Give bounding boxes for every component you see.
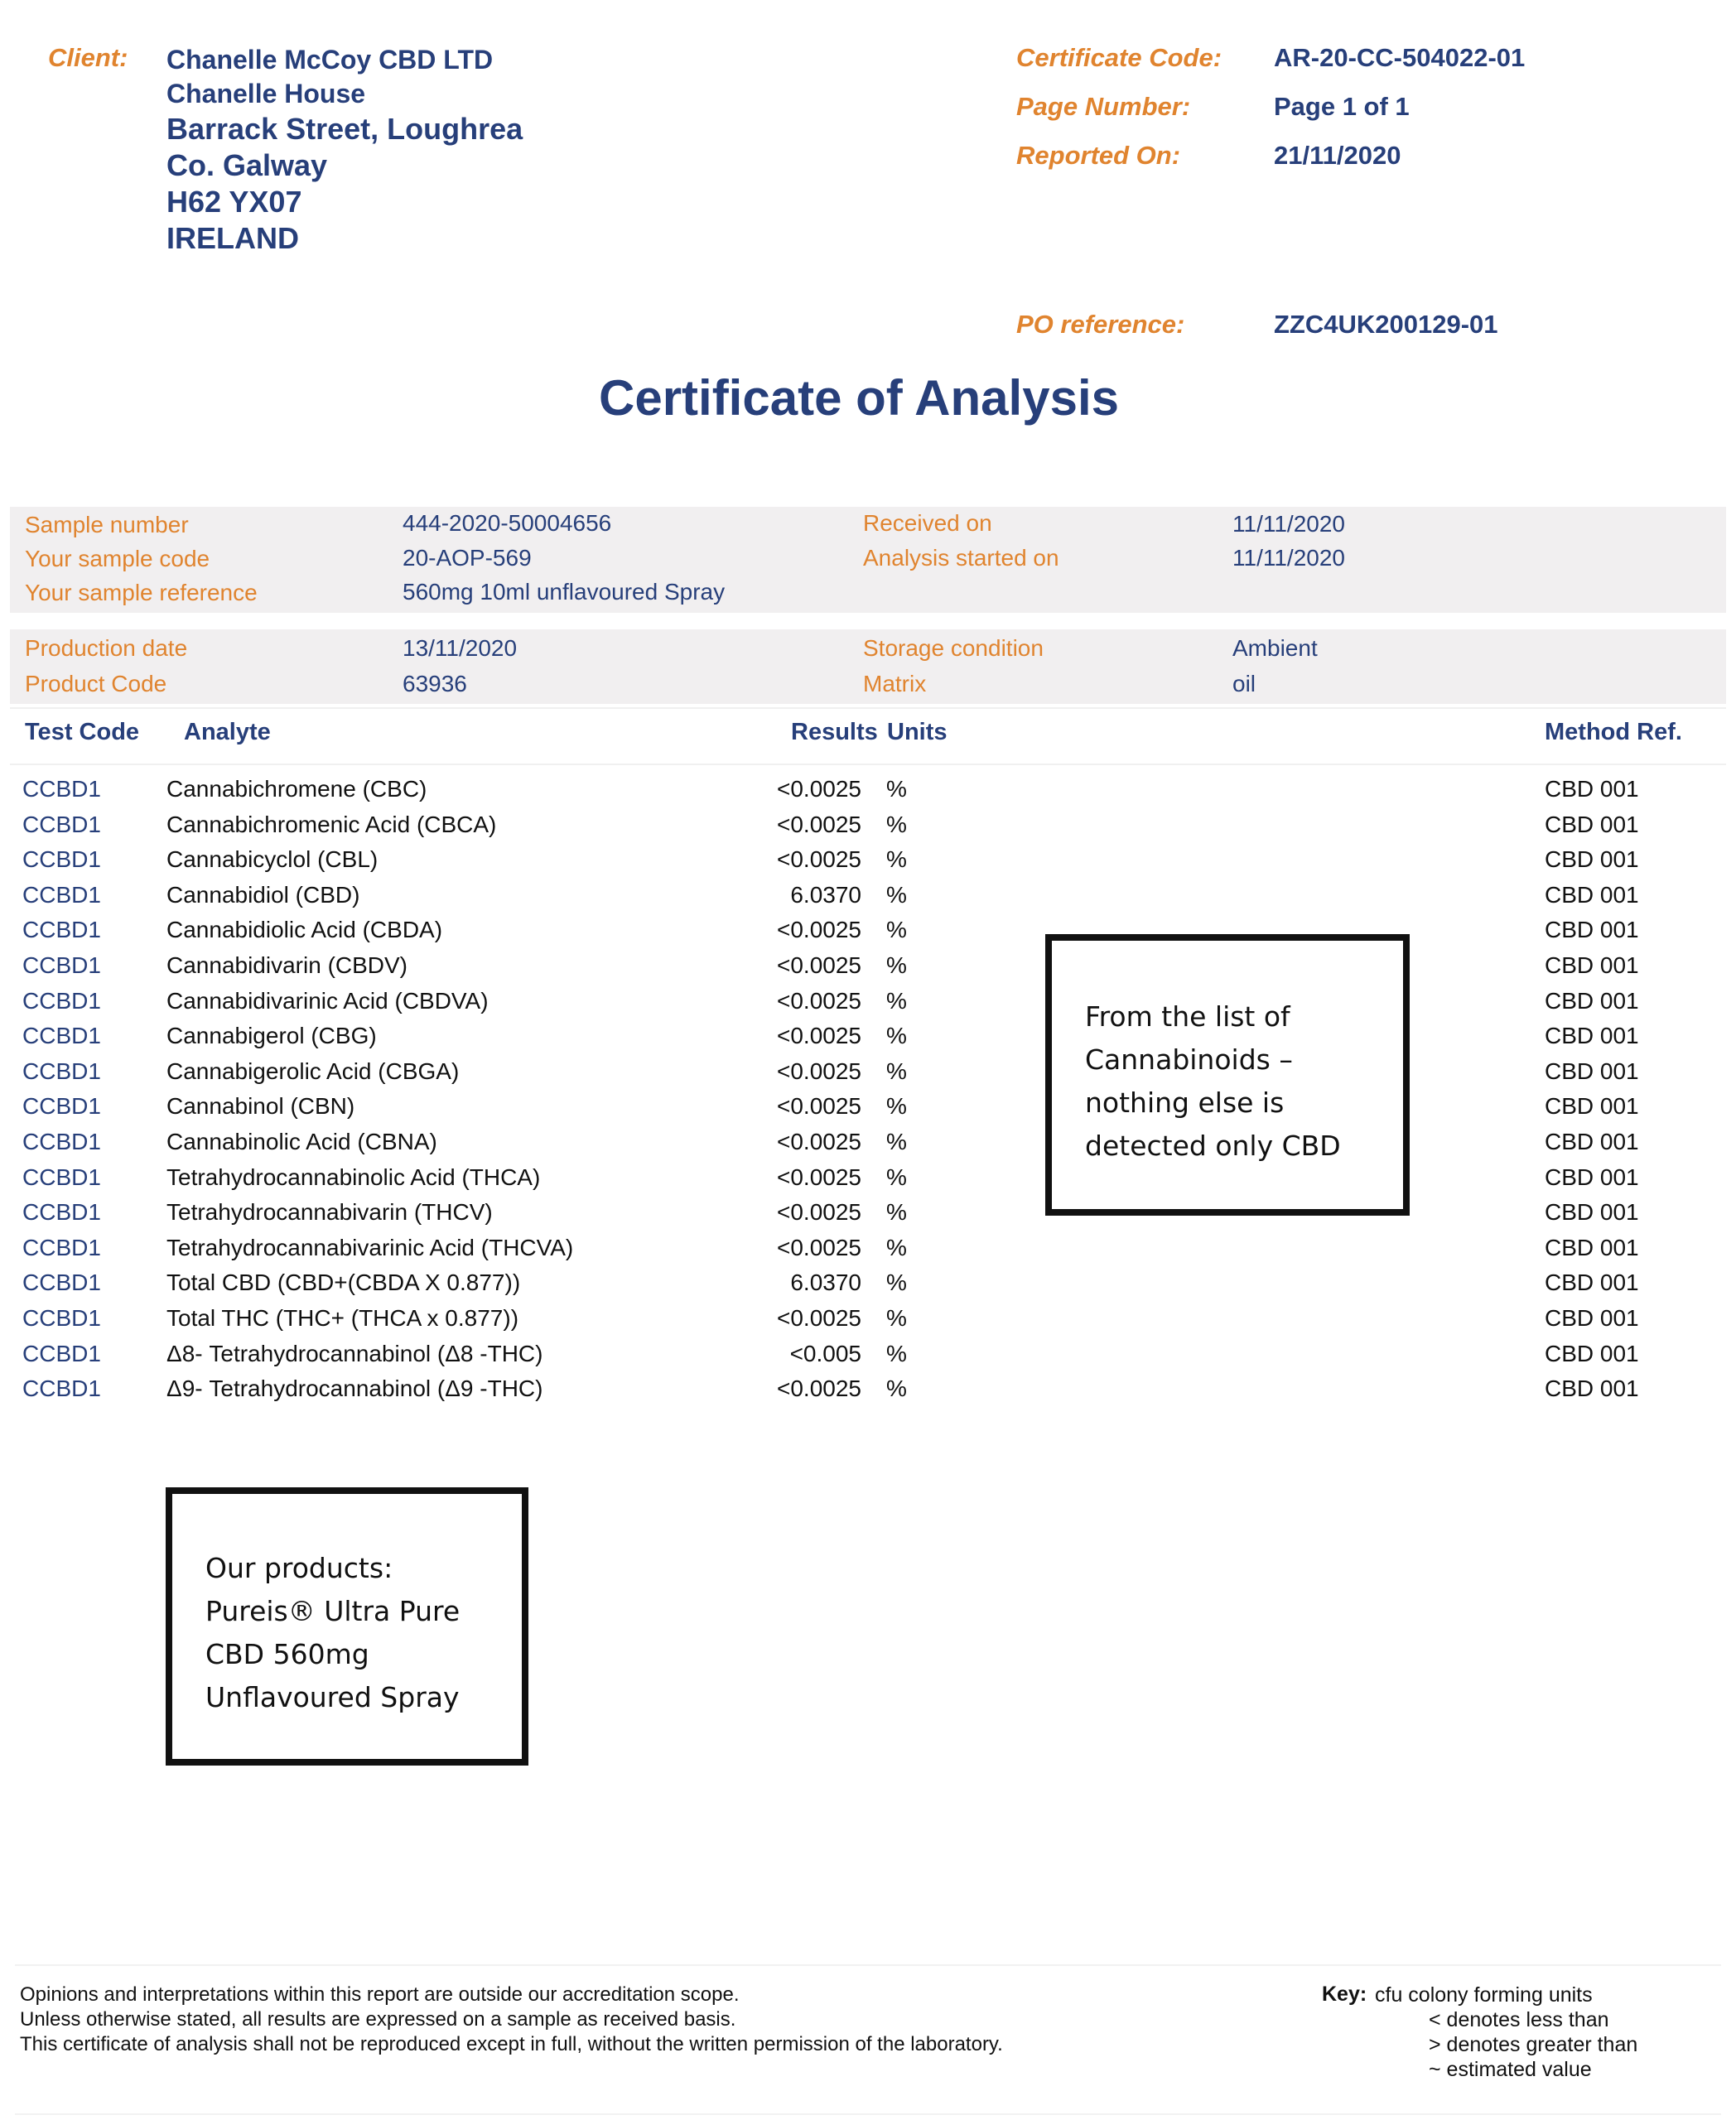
- method-ref: CBD 001: [1545, 1164, 1639, 1190]
- unit: %: [886, 1129, 907, 1154]
- table-row: [0, 1023, 1736, 1058]
- page-number-label: Page Number:: [1016, 92, 1191, 121]
- result: <0.0025: [777, 1058, 861, 1084]
- analyte: Cannabicyclol (CBL): [166, 846, 379, 873]
- received-on-label: Received on: [863, 510, 992, 536]
- disclaimer-line: Unless otherwise stated, all results are expressed on a sample as received basis.: [20, 2008, 736, 2031]
- unit: %: [886, 776, 907, 802]
- client-address-line: Chanelle House: [166, 79, 366, 108]
- note-line: CBD 560mg: [205, 1638, 369, 1670]
- result: <0.0025: [777, 1093, 861, 1120]
- matrix-label: Matrix: [863, 671, 927, 696]
- table-row: [0, 988, 1736, 1023]
- disclaimer-line: This certificate of analysis shall not be reproduced except in full, without the written permission of the laboratory.: [20, 2033, 1003, 2055]
- test-code: CCBD1: [22, 1199, 101, 1226]
- received-on: 11/11/2020: [1232, 511, 1345, 537]
- products-note: [205, 1547, 460, 1719]
- cannabinoids-note-box: [1045, 934, 1410, 1216]
- sample-reference-label: Your sample reference: [25, 580, 258, 605]
- analyte: Cannabichromene (CBC): [166, 776, 427, 802]
- table-row: [0, 1235, 1736, 1270]
- method-ref: CBD 001: [1545, 1023, 1639, 1049]
- analyte: Cannabigerol (CBG): [166, 1023, 377, 1049]
- method-ref: CBD 001: [1545, 846, 1639, 873]
- test-code: CCBD1: [22, 1234, 101, 1260]
- note-line: Cannabinoids –: [1085, 1043, 1293, 1076]
- unit: %: [886, 917, 907, 943]
- test-code: CCBD1: [22, 881, 101, 908]
- sample-number-label: Sample number: [25, 512, 189, 537]
- unit: %: [886, 1023, 907, 1049]
- unit: %: [886, 811, 907, 837]
- analyte: Cannabidiol (CBD): [166, 881, 360, 908]
- client-name: Chanelle McCoy CBD LTD: [166, 45, 494, 75]
- key-item: < denotes less than: [1429, 2008, 1609, 2031]
- method-ref: CBD 001: [1545, 881, 1639, 908]
- po-reference: ZZC4UK200129-01: [1274, 310, 1498, 339]
- client-address-line: H62 YX07: [166, 185, 302, 219]
- unit: %: [886, 987, 907, 1014]
- table-row: [0, 846, 1736, 881]
- method-ref: CBD 001: [1545, 1058, 1639, 1084]
- analyte: Cannabichromenic Acid (CBCA): [166, 811, 497, 837]
- table-row: [0, 917, 1736, 952]
- table-row: [0, 1305, 1736, 1340]
- unit: %: [886, 1093, 907, 1120]
- table-row: [0, 952, 1736, 987]
- test-code: CCBD1: [22, 987, 101, 1014]
- table-row: [0, 1164, 1736, 1199]
- analysis-started-label: Analysis started on: [863, 545, 1059, 571]
- client-address-line: Barrack Street, Loughrea: [166, 112, 523, 146]
- divider: [10, 764, 1726, 765]
- analyte: Δ8- Tetrahydrocannabinol (Δ8 -THC): [166, 1340, 543, 1366]
- result: <0.0025: [777, 1305, 861, 1331]
- result: <0.0025: [777, 1199, 861, 1226]
- result: <0.0025: [777, 811, 861, 837]
- test-code: CCBD1: [22, 1129, 101, 1154]
- client-address-line: Co. Galway: [166, 148, 328, 182]
- method-ref: CBD 001: [1545, 917, 1639, 943]
- method-ref: CBD 001: [1545, 1270, 1639, 1296]
- client-label: Client:: [48, 43, 128, 72]
- test-code: CCBD1: [22, 1058, 101, 1084]
- method-ref: CBD 001: [1545, 952, 1639, 978]
- page-number: Page 1 of 1: [1274, 92, 1410, 121]
- result: <0.0025: [777, 1023, 861, 1049]
- analyte: Tetrahydrocannabinolic Acid (THCA): [166, 1164, 541, 1190]
- unit: %: [886, 1305, 907, 1331]
- unit: %: [886, 1270, 907, 1296]
- method-ref: CBD 001: [1545, 1129, 1639, 1154]
- sample-number: 444-2020-50004656: [403, 510, 612, 536]
- unit: %: [886, 1234, 907, 1260]
- table-row: [0, 1341, 1736, 1376]
- divider: [10, 707, 1726, 709]
- production-date: 13/11/2020: [403, 635, 518, 661]
- unit: %: [886, 952, 907, 978]
- test-code: CCBD1: [22, 1340, 101, 1366]
- method-ref: CBD 001: [1545, 811, 1639, 837]
- product-code: 63936: [403, 671, 467, 696]
- key-item: > denotes greater than: [1429, 2033, 1638, 2056]
- product-info-panel: [10, 629, 1726, 704]
- test-code: CCBD1: [22, 1270, 101, 1296]
- unit: %: [886, 1340, 907, 1366]
- result: <0.0025: [777, 917, 861, 943]
- result: <0.0025: [777, 952, 861, 978]
- result: <0.0025: [777, 1376, 861, 1402]
- storage-condition: Ambient: [1232, 635, 1318, 661]
- method-ref: CBD 001: [1545, 1305, 1639, 1331]
- test-code: CCBD1: [22, 1305, 101, 1331]
- table-row: [0, 882, 1736, 917]
- sample-code: 20-AOP-569: [403, 545, 532, 571]
- analyte: Cannabidiolic Acid (CBDA): [166, 917, 443, 943]
- unit: %: [886, 1199, 907, 1226]
- matrix: oil: [1232, 671, 1256, 696]
- note-line: From the list of: [1085, 1000, 1290, 1033]
- result: <0.005: [789, 1340, 861, 1366]
- result: <0.0025: [777, 987, 861, 1014]
- test-code: CCBD1: [22, 1164, 101, 1190]
- analyte: Cannabidivarinic Acid (CBDVA): [166, 987, 489, 1014]
- result: <0.0025: [777, 846, 861, 873]
- method-ref: CBD 001: [1545, 1199, 1639, 1226]
- test-code: CCBD1: [22, 1093, 101, 1120]
- sample-reference: 560mg 10ml unflavoured Spray: [403, 579, 726, 605]
- table-row: [0, 1093, 1736, 1128]
- key-legend: [1375, 1983, 1637, 2082]
- column-header-method-ref: Method Ref.: [1545, 719, 1682, 745]
- column-header-results: Results: [791, 719, 878, 745]
- result: <0.0025: [777, 776, 861, 802]
- cannabinoids-note: [1085, 995, 1341, 1168]
- unit: %: [886, 846, 907, 873]
- test-code: CCBD1: [22, 776, 101, 802]
- table-row: [0, 1058, 1736, 1093]
- storage-condition-label: Storage condition: [863, 635, 1044, 661]
- analyte: Cannabidivarin (CBDV): [166, 952, 408, 978]
- reported-on-label: Reported On:: [1016, 141, 1181, 170]
- table-row: [0, 1376, 1736, 1410]
- analyte: Cannabinol (CBN): [166, 1093, 355, 1120]
- analyte: Total THC (THC+ (THCA x 0.877)): [166, 1305, 519, 1331]
- test-code: CCBD1: [22, 917, 101, 943]
- key-item: cfu colony forming units: [1375, 1983, 1593, 2007]
- test-code: CCBD1: [22, 952, 101, 978]
- analyte: Tetrahydrocannabivarin (THCV): [166, 1199, 493, 1226]
- table-row: [0, 776, 1736, 811]
- unit: %: [886, 881, 907, 908]
- footer-divider: [15, 2113, 1721, 2115]
- analyte: Total CBD (CBD+(CBDA X 0.877)): [166, 1270, 521, 1296]
- sample-code-label: Your sample code: [25, 546, 210, 571]
- certificate-code: AR-20-CC-504022-01: [1274, 43, 1526, 72]
- test-code: CCBD1: [22, 1376, 101, 1402]
- key-item: ~ estimated value: [1429, 2058, 1592, 2081]
- method-ref: CBD 001: [1545, 987, 1639, 1014]
- note-line: Our products:: [205, 1552, 393, 1584]
- test-code: CCBD1: [22, 846, 101, 873]
- method-ref: CBD 001: [1545, 1340, 1639, 1366]
- analyte: Tetrahydrocannabivarinic Acid (THCVA): [166, 1234, 574, 1260]
- production-date-label: Production date: [25, 635, 188, 661]
- test-code: CCBD1: [22, 1023, 101, 1049]
- product-code-label: Product Code: [25, 671, 167, 696]
- method-ref: CBD 001: [1545, 1234, 1639, 1260]
- result: <0.0025: [777, 1129, 861, 1154]
- result: <0.0025: [777, 1234, 861, 1260]
- client-country: IRELAND: [166, 221, 299, 255]
- column-header-units: Units: [887, 719, 948, 745]
- disclaimer-line: Opinions and interpretations within this report are outside our accreditation scope.: [20, 1983, 740, 2006]
- note-line: Pureis® Ultra Pure: [205, 1595, 461, 1627]
- note-line: detected only CBD: [1085, 1130, 1341, 1162]
- footer-divider: [15, 1964, 1721, 1966]
- method-ref: CBD 001: [1545, 1376, 1639, 1402]
- column-header-test-code: Test Code: [25, 719, 140, 745]
- analyte: Cannabigerolic Acid (CBGA): [166, 1058, 460, 1084]
- sample-info-panel: [10, 507, 1726, 613]
- test-code: CCBD1: [22, 811, 101, 837]
- unit: %: [886, 1164, 907, 1190]
- method-ref: CBD 001: [1545, 1093, 1639, 1120]
- reported-on: 21/11/2020: [1274, 141, 1401, 170]
- po-reference-label: PO reference:: [1016, 310, 1185, 339]
- unit: %: [886, 1376, 907, 1402]
- note-line: nothing else is: [1085, 1086, 1285, 1119]
- method-ref: CBD 001: [1545, 776, 1639, 802]
- result: 6.0370: [790, 881, 861, 908]
- analyte: Δ9- Tetrahydrocannabinol (Δ9 -THC): [166, 1376, 543, 1402]
- page-title: Certificate of Analysis: [599, 370, 1119, 426]
- key-label: Key:: [1322, 1983, 1367, 2006]
- table-row: [0, 1129, 1736, 1164]
- table-row: [0, 1270, 1736, 1304]
- analyte: Cannabinolic Acid (CBNA): [166, 1129, 437, 1154]
- note-line: Unflavoured Spray: [205, 1681, 460, 1713]
- table-row: [0, 812, 1736, 846]
- products-note-box: [166, 1487, 528, 1766]
- result: <0.0025: [777, 1164, 861, 1190]
- table-row: [0, 1199, 1736, 1234]
- disclaimer: [20, 1983, 1003, 2057]
- result: 6.0370: [790, 1270, 861, 1296]
- analysis-started: 11/11/2020: [1232, 545, 1345, 571]
- certificate-code-label: Certificate Code:: [1016, 43, 1222, 72]
- column-header-analyte: Analyte: [184, 719, 271, 745]
- unit: %: [886, 1058, 907, 1084]
- client-address: [166, 43, 523, 257]
